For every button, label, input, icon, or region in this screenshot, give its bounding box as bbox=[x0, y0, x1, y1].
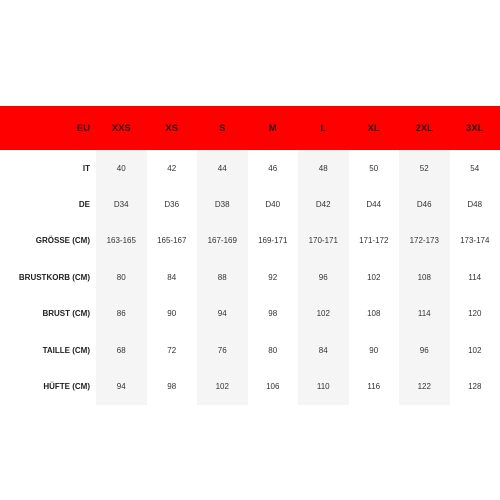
table-cell: 80 bbox=[268, 345, 278, 355]
table-row-taille bbox=[0, 332, 500, 368]
table-cell: 50 bbox=[369, 163, 379, 173]
table-row-brust bbox=[0, 296, 500, 332]
table-cell: 54 bbox=[470, 163, 480, 173]
table-cell: D48 bbox=[467, 200, 483, 210]
table-cell: 116 bbox=[367, 382, 381, 392]
table-cell: 128 bbox=[468, 382, 482, 392]
table-cell: 163-165 bbox=[96, 223, 147, 259]
table-cell: D42 bbox=[298, 186, 349, 222]
table-cell: 108 bbox=[399, 259, 450, 295]
table-row-groesse bbox=[0, 223, 500, 259]
table-cell: 102 bbox=[197, 368, 248, 404]
table-cell: 90 bbox=[167, 309, 177, 319]
table-cell: 106 bbox=[266, 382, 280, 392]
table-cell: 90 bbox=[369, 345, 379, 355]
table-cell: D46 bbox=[399, 186, 450, 222]
table-cell: D40 bbox=[265, 200, 281, 210]
table-cell: 102 bbox=[298, 296, 349, 332]
row-label: IT bbox=[82, 163, 90, 173]
table-cell: 102 bbox=[367, 272, 381, 282]
size-chart-table bbox=[0, 106, 500, 405]
table-cell: 169-171 bbox=[258, 236, 288, 246]
table-cell: 84 bbox=[167, 272, 177, 282]
header-size: M bbox=[268, 122, 277, 134]
table-row-de bbox=[0, 186, 500, 222]
row-label: HÜFTE (CM) bbox=[43, 382, 90, 392]
table-cell: 122 bbox=[399, 368, 450, 404]
header-size: 3XL bbox=[466, 122, 484, 134]
table-cell: 72 bbox=[167, 345, 177, 355]
table-cell: D36 bbox=[164, 200, 180, 210]
table-cell: 108 bbox=[367, 309, 381, 319]
header-size: XS bbox=[165, 122, 179, 134]
table-cell: 173-174 bbox=[460, 236, 490, 246]
table-cell: 40 bbox=[96, 150, 147, 186]
table-cell: 120 bbox=[468, 309, 482, 319]
header-size: 2XL bbox=[415, 122, 433, 134]
table-cell: 110 bbox=[298, 368, 349, 404]
row-label: GRÖSSE (CM) bbox=[35, 236, 90, 246]
table-cell: 96 bbox=[399, 332, 450, 368]
header-size: XXS bbox=[111, 122, 131, 134]
table-cell: 170-171 bbox=[298, 223, 349, 259]
table-cell: 44 bbox=[197, 150, 248, 186]
row-label: DE bbox=[78, 200, 90, 210]
header-size: L bbox=[320, 122, 327, 134]
table-cell: 52 bbox=[399, 150, 450, 186]
table-cell: 80 bbox=[96, 259, 147, 295]
table-cell: 96 bbox=[298, 259, 349, 295]
table-cell: 46 bbox=[268, 163, 278, 173]
header-size: S bbox=[219, 122, 226, 134]
table-cell: 114 bbox=[468, 272, 482, 282]
table-cell: 86 bbox=[96, 296, 147, 332]
table-cell: 42 bbox=[167, 163, 177, 173]
table-row-huefte bbox=[0, 368, 500, 404]
table-row-it bbox=[0, 150, 500, 186]
row-label: BRUST (CM) bbox=[42, 309, 90, 319]
table-cell: 88 bbox=[197, 259, 248, 295]
header-size: XL bbox=[367, 122, 380, 134]
row-label: BRUSTKORB (CM) bbox=[18, 272, 90, 282]
table-cell: 92 bbox=[268, 272, 278, 282]
table-cell: 94 bbox=[96, 368, 147, 404]
header-label-eu: EU bbox=[76, 122, 90, 134]
table-cell: 114 bbox=[399, 296, 450, 332]
table-cell: 48 bbox=[298, 150, 349, 186]
size-header-row bbox=[0, 106, 500, 150]
table-cell: D38 bbox=[197, 186, 248, 222]
table-cell: 84 bbox=[298, 332, 349, 368]
table-cell: D34 bbox=[96, 186, 147, 222]
table-cell: 165-167 bbox=[157, 236, 187, 246]
table-cell: 68 bbox=[96, 332, 147, 368]
table-cell: 98 bbox=[268, 309, 278, 319]
table-cell: 171-172 bbox=[359, 236, 389, 246]
table-cell: 102 bbox=[468, 345, 482, 355]
table-cell: 76 bbox=[197, 332, 248, 368]
table-cell: 167-169 bbox=[197, 223, 248, 259]
table-cell: D44 bbox=[366, 200, 382, 210]
table-cell: 94 bbox=[197, 296, 248, 332]
table-cell: 172-173 bbox=[399, 223, 450, 259]
table-row-brustkorb bbox=[0, 259, 500, 295]
table-cell: 98 bbox=[167, 382, 177, 392]
row-label: TAILLE (CM) bbox=[42, 345, 90, 355]
